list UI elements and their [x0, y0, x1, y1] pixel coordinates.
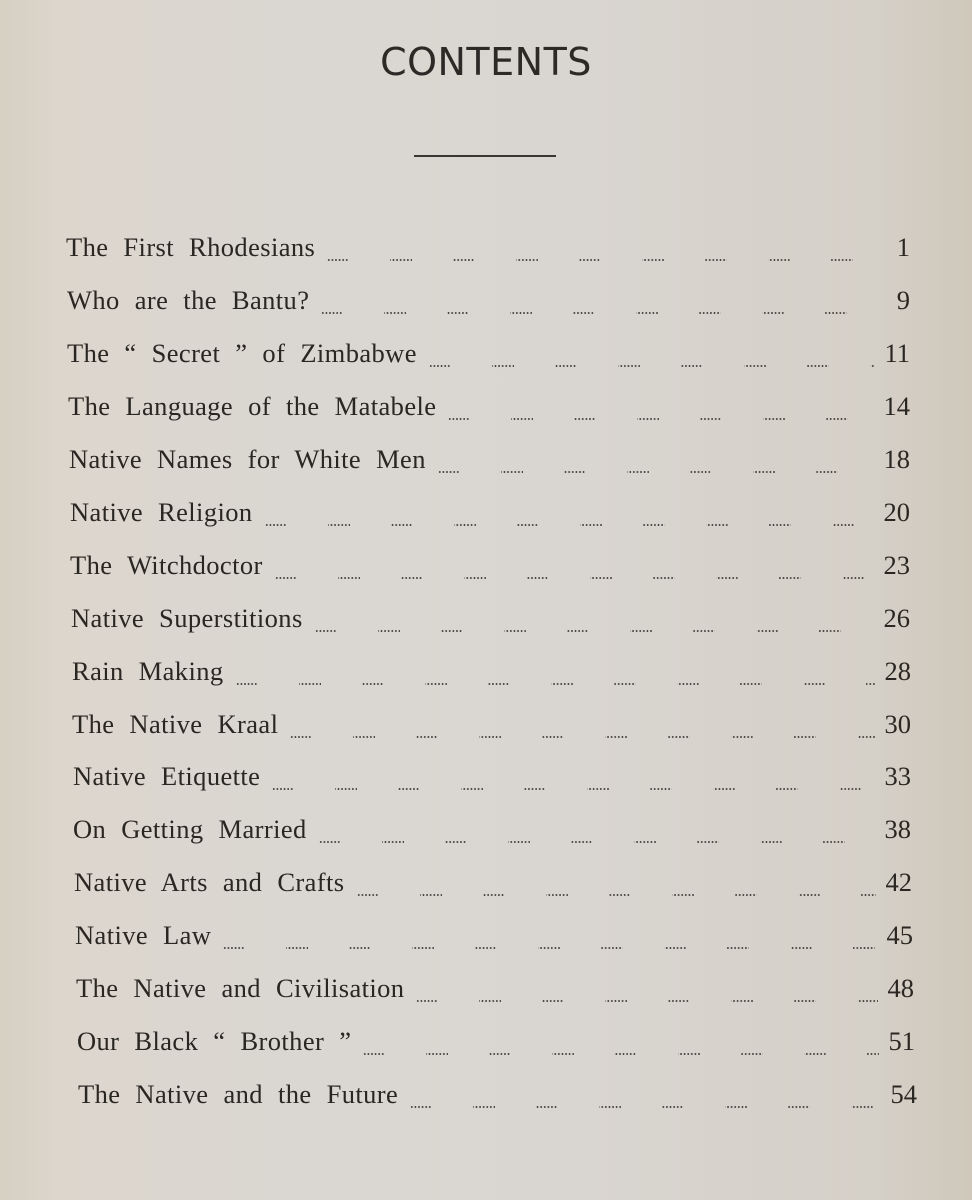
toc-entry-page: 54: [890, 1079, 917, 1109]
toc-entry-title: Who are the Bantu?: [67, 285, 310, 315]
dot-leader: [223, 946, 876, 950]
dot-leader: [448, 417, 873, 421]
dot-leader: [438, 470, 874, 474]
toc-entry-title: Native Etiquette: [73, 761, 261, 791]
toc-entry-page: 9: [896, 285, 910, 315]
toc-entry-page: 30: [884, 709, 911, 739]
dot-leader: [416, 999, 877, 1003]
toc-entry-title: The Language of the Matabele: [68, 391, 437, 421]
toc-entry: [74, 867, 912, 907]
toc-entry-title: Native Religion: [70, 497, 253, 527]
toc-entry: [66, 232, 910, 272]
dot-leader: [429, 364, 875, 368]
toc-entry-page: 1: [896, 232, 910, 262]
dot-leader: [327, 258, 880, 262]
toc-entry: [68, 391, 910, 431]
dot-leader: [410, 1105, 880, 1109]
dot-leader: [275, 576, 874, 580]
toc-entry-page: 18: [883, 444, 910, 474]
dot-leader: [321, 311, 880, 315]
dot-leader: [363, 1052, 878, 1056]
toc-entry-page: 38: [884, 814, 911, 844]
dot-leader: [315, 629, 874, 633]
dot-leader: [319, 840, 875, 844]
toc-entry: [69, 444, 910, 484]
toc-entry-page: 42: [885, 867, 912, 897]
dot-leader: [357, 893, 876, 897]
toc-entry-page: 20: [883, 497, 910, 527]
dot-leader: [236, 682, 875, 686]
dot-leader: [272, 787, 874, 791]
toc-entry-title: On Getting Married: [73, 814, 307, 844]
toc-entry: [72, 709, 911, 749]
toc-entry: [67, 285, 910, 325]
toc-entry-page: 23: [883, 550, 910, 580]
toc-entry-page: 51: [888, 1026, 915, 1056]
toc-entry-page: 48: [887, 973, 914, 1003]
toc-entry-page: 33: [884, 761, 911, 791]
toc-entry-title: The “ Secret ” of Zimbabwe: [67, 338, 417, 368]
toc-entry: [76, 973, 914, 1013]
toc-entry: [71, 603, 910, 643]
toc-entry-title: The Native Kraal: [72, 709, 279, 739]
toc-entry-page: 26: [883, 603, 910, 633]
toc-entry-page: 45: [886, 920, 913, 950]
toc-entry: [70, 497, 910, 537]
toc-entry-title: The Native and Civilisation: [76, 973, 405, 1003]
toc-entry-title: The First Rhodesians: [66, 232, 316, 262]
toc-entry: [73, 814, 911, 854]
toc-entry: [67, 338, 910, 378]
toc-entry-page: 28: [884, 656, 911, 686]
toc-entry: [73, 761, 911, 801]
dot-leader: [265, 523, 874, 527]
toc-entry-title: Our Black “ Brother ”: [77, 1026, 352, 1056]
title-divider: [414, 155, 556, 157]
toc-entry: [72, 656, 911, 696]
toc-entry-title: Native Superstitions: [71, 603, 303, 633]
page-title: CONTENTS: [380, 40, 592, 84]
toc-entry: [77, 1026, 915, 1066]
toc-entry-title: The Native and the Future: [78, 1079, 399, 1109]
toc-entry-page: 14: [883, 391, 910, 421]
toc-entry: [75, 920, 913, 960]
toc-entry-title: Rain Making: [72, 656, 224, 686]
toc-entry-title: Native Names for White Men: [69, 444, 426, 474]
toc-entry-page: 11: [884, 338, 910, 368]
dot-leader: [290, 735, 874, 739]
toc-entry: [70, 550, 910, 590]
toc-entry-title: The Witchdoctor: [70, 550, 263, 580]
toc-entry-title: Native Law: [75, 920, 212, 950]
toc-entry: [78, 1079, 917, 1119]
toc-entry-title: Native Arts and Crafts: [74, 867, 345, 897]
